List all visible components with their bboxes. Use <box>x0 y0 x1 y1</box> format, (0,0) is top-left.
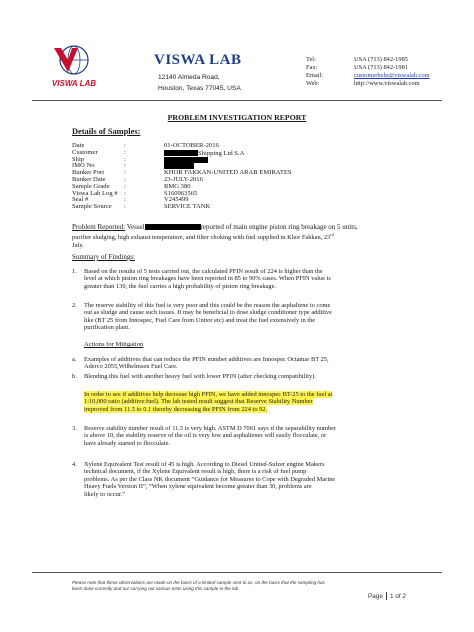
problem-label: Problem Reported: <box>72 223 126 231</box>
address-line-2: Houston, Texas 77045, USA <box>158 85 241 92</box>
redaction-bar <box>164 150 198 156</box>
actions-heading: Actions for Mitigation <box>84 341 144 348</box>
contact-fax: Fax: USA (713) 842-1981 <box>306 64 408 71</box>
email-link[interactable]: customerhelp@viswalab.com <box>354 72 430 79</box>
contact-tel: Tel: USA (713) 842-1985 <box>306 56 408 63</box>
page-separator <box>386 592 387 600</box>
web-link[interactable]: http://www.viswalab.com <box>354 80 420 87</box>
footer-disclaimer: Please note that these observations are made on the basis of a limited sample sent to us, on the basis that the sampling has been done correctly and our carrying out various tests using this sample in the lab <box>72 580 325 591</box>
viswa-lab-logo <box>34 42 114 90</box>
problem-reported: Problem Reported: Vessel reported of main engine piston ring breakage on 5 units, purifier sludging, high exhaust temperature, and filter choking with fuel supplied in Khor Fakkan, 23rd July. <box>72 223 358 249</box>
findings-heading: Summary of Findings: <box>72 253 136 261</box>
redaction-bar <box>145 224 201 230</box>
address-line-1: 12140 Almeda Road, <box>158 74 220 81</box>
highlighted-test-result: In order to see if additives help decrease high PFIN, we have added innospec BT-25 to the fuel at 1:10,000 ratio (additive:fuel). The lab tested result suggest that Reserve Stability Number improved from 11.5 to 0.1 thereby decreasing the PFIN from 224 to 92. <box>84 391 333 413</box>
redaction-bar <box>164 157 208 163</box>
details-heading: Details of Samples: <box>72 127 141 136</box>
report-title: PROBLEM INVESTIGATION REPORT <box>167 113 307 122</box>
contact-block <box>306 56 430 88</box>
page-number: Page 1 of 2 <box>368 593 406 600</box>
sample-details-table: Date : 01-OCTOBER-2016 Customer : Shipping Ltd S.A Ship : IMO No : Bunker Port : KHOR FAKKAN-UNITED ARAB EMIRATES Bunker Date : 23-JULY-2016 Sample Grade : RMG 380 Viswa Lab Log # : S160963565 Seal # : V245499 Sample Source : SERVICE TANK <box>72 142 292 211</box>
footer-divider <box>32 572 442 573</box>
brand-name: VISWA LAB <box>154 52 242 68</box>
contact-email: Email: customerhelp@viswalab.com <box>306 72 430 79</box>
header-divider <box>32 100 442 101</box>
contact-web: Web: http://www.viswalab.com <box>306 80 420 87</box>
logo-text: VISWA LAB <box>51 79 97 88</box>
